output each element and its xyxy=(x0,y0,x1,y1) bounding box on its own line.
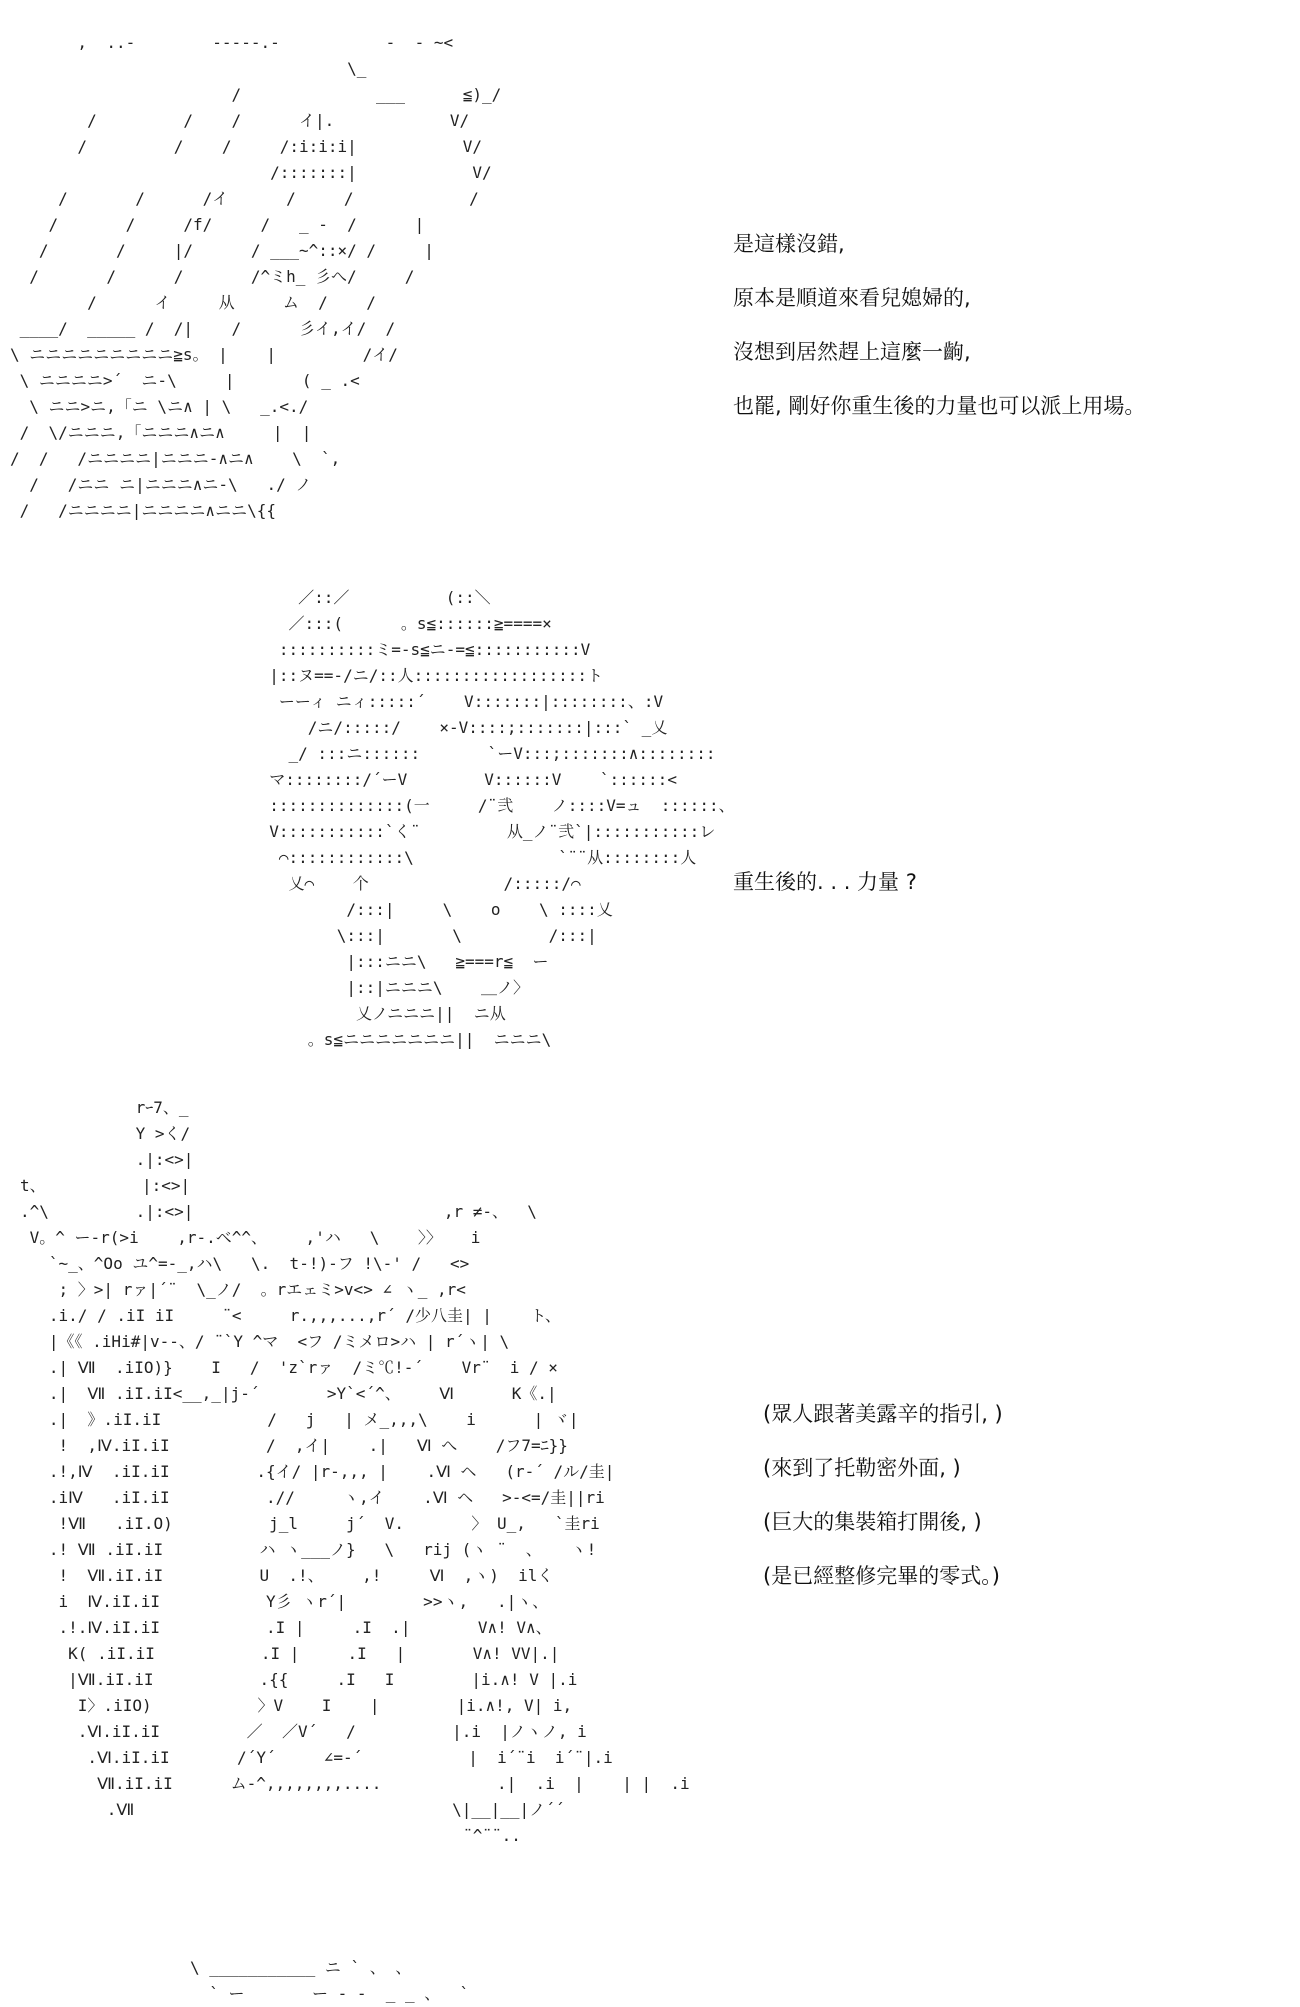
dialogue-line: 沒想到居然趕上這麼一齣, xyxy=(733,340,971,364)
dialogue-line: (巨大的集裝箱打開後, ) xyxy=(763,1510,982,1534)
dialogue-block-2 xyxy=(733,855,917,909)
dialogue-line: (眾人跟著美露辛的指引, ) xyxy=(763,1402,1003,1426)
dialogue-line: 也罷, 剛好你重生後的力量也可以派上用場。 xyxy=(733,394,1146,418)
ascii-art-panel-4: \ ___________ ニ ` 、 、 ` ー ー - - _ _ 、 ` xyxy=(190,1958,470,2003)
ascii-art-panel-2: ／::／ (::＼ ／:::( 。s≦::::::≧====× ::::::::::ミ=-s≦ニ-=≦:::::::::::V |::ヌ==-/ニ/::人::::::::::::::::::ト ーーィ ニィ:::::´ V:::::::|::::::::、:V /ニ/:::::/ ×-V::::;:::::::|:::` _乂 _/ :::ニ:::::: `ーV:::;:::::::∧:::::::: マ::::::::/´ーV V::::::V `::::::< ::::::::::::::(一 /¨弐 ノ::::V=ュ ::::::、 V:::::::::::`く¨ 从_ノ¨弐`|:::::::::::レ ⌒::::::::::::\ `¨¨从::::::::人 乂⌒ 个 /:::::/⌒ /:::| \ o \ ::::乂 \:::| \ /:::| |:::ニニ\ ≧===r≦ ー |::|ニニニ\ ＿ノ〉 乂ノニニニ|| ニ从 。s≦ニニニニニニニ|| ニニニ\ xyxy=(269,588,735,1049)
dialogue-line: 原本是順道來看兒媳婦的, xyxy=(733,286,971,310)
dialogue-line: 是這樣沒錯, xyxy=(733,232,845,256)
ascii-art-panel-3: rｰ7、_ Y >く/ .|:<>| t、 |:<>| .^\ .|:<>| ,r ≠-、 \ V。^ ー-r(>i ,r-.ベ^^、 ,'ハ \ 〉〉 i `~_、^Oo ユ^=-_,ハ\ \. t-!)-フ !\-' / <> ; 〉>| rァ|´¨ \_ノ/ 。rエェミ>v<> ∠ ヽ_ ,r< .i./ / .iI iI ¨< r.,,,...,r´ /少八圭| | ト、 |《《 .iHi#|v--、/ ¨`Y ^マ <フ /ミメロ>ハ | r´ヽ| \ .| Ⅶ .iIO)} I / 'z`rァ /ミ℃!-´ Vr¨ i / × .| Ⅶ .iI.iI<__,_|j-´ >Y`<´^、 Ⅵ K《.| .| 》.iI.iI / j | メ_,,,\ i | ヾ| ! ,Ⅳ.iI.iI / ,イ| .| Ⅵ へ /フ7=ﾆ}} .!,Ⅳ .iI.iI .{イ/ |r-,,, | .Ⅵ ヘ (r-´ /ル/圭| .iⅣ .iI.iI .// ヽ,イ .Ⅵ ヘ >-<=/圭||ri !Ⅶ .iI.O) j_l j´ V. 〉 U_, `圭ri .! Ⅶ .iI.iI ハ ヽ___ノ} \ rij (ヽ ¨ 、 ヽ! ! Ⅶ.iI.iI U .!、 ,! Ⅵ ,ヽ) ilく i Ⅳ.iI.iI Y彡 ヽr´| >>ヽ, .|ヽ、 .!.Ⅳ.iI.iI .I | .I .| V∧! V∧、 K( .iI.iI .I | .I | V∧! VV|.| |Ⅶ.iI.iI .{{ .I I |i.∧! V |.i I〉.iIO) 〉V I | |i.∧!, V| i, .Ⅵ.iI.iI ／ ／V´ / |.i |ノヽノ, i .Ⅵ.iI.iI /´Y´ ∠=-´ | i´¨i i´¨|.i Ⅶ.iI.iI ム-^,,,,,,,,.... .| .i | | | .i .Ⅶ \|__|__|ノ´´ ¨^¨¨.. xyxy=(20,1098,690,1845)
dialogue-block-3 xyxy=(763,1387,1003,1603)
dialogue-line: (是已經整修完畢的零式。) xyxy=(763,1564,1000,1588)
dialogue-line: (來到了托勒密外面, ) xyxy=(763,1456,961,1480)
dialogue-block-1 xyxy=(733,217,1145,433)
dialogue-line: 重生後的. . . 力量 ? xyxy=(733,870,917,894)
ascii-art-panel-1: , ..- -----.- - - ~< \_ / ___ ≦)_/ / / / イ|. V/ / / / /:i:i:i| V/ /:::::::| V/ / / /イ / / / / / /f/ / _ - / | / / |/ / ___~^::×/ / | / / / /^ミh_ 彡へ/ / / イ 从 ム / / ____/ _____ / /| / 彡イ,イ/ / \ ニニニニニニニニニ≧s。 | | /イ/ \ ニニニニ>´ ニ-\ | ( _ .< \ ニニ>ニ,「ニ \ニ∧ | \ _.<./ / \/ニニニ,「ニニニ∧ニ∧ | | / / /ニニニニ|ニニニ-∧ニ∧ \ `, / /ニニ ニ|ニニニ∧ニ-\ ./ ノ / /ニニニニ|ニニニニ∧ニニ\{{ xyxy=(10,33,502,520)
